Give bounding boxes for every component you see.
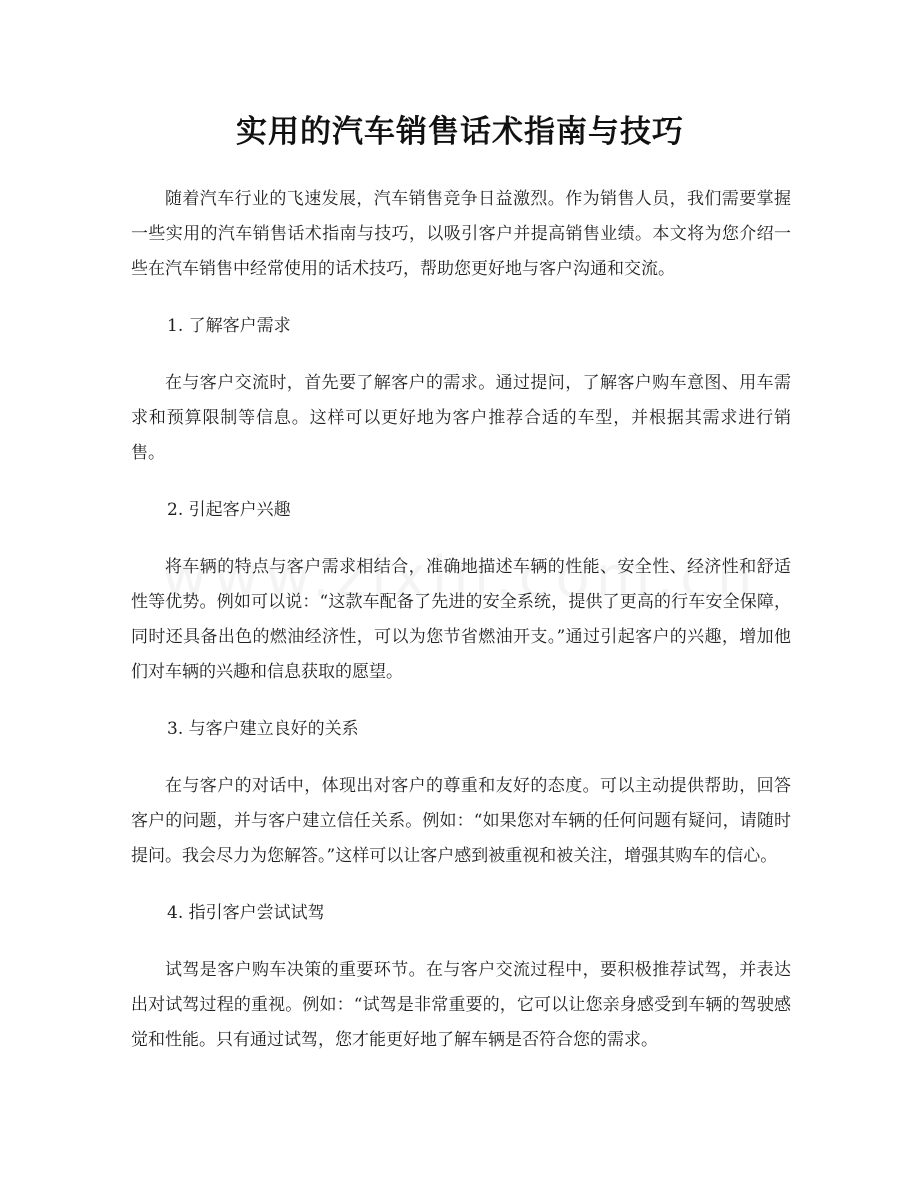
section-paragraph-1: 在与客户交流时，首先要了解客户的需求。通过提问，了解客户购车意图、用车需求和预算限制等信息。这样可以更好地为客户推荐合适的车型，并根据其需求进行销售。 — [131, 373, 791, 463]
section-heading-4: 4. 指引客户尝试试驾 — [167, 903, 325, 923]
section-paragraph-3: 在与客户的对话中，体现出对客户的尊重和友好的态度。可以主动提供帮助，回答客户的问题，并与客户建立信任关系。例如：“如果您对车辆的任何问题有疑问，请随时提问。我会尽力为您解答。”这样可以让客户感到被重视和被关注，增强其购车的信心。 — [131, 776, 791, 866]
section-paragraph-2: 将车辆的特点与客户需求相结合，准确地描述车辆的性能、安全性、经济性和舒适性等优势。例如可以说：“这款车配备了先进的安全系统，提供了更高的行车安全保障，同时还具备出色的燃油经济性，可以为您节省燃油开支。”通过引起客户的兴趣，增加他们对车辆的兴趣和信息获取的愿望。 — [131, 557, 791, 682]
document-title: 实用的汽车销售话术指南与技巧 — [236, 114, 684, 150]
section-heading-3: 3. 与客户建立良好的关系 — [167, 719, 359, 739]
intro-paragraph: 随着汽车行业的飞速发展，汽车销售竞争日益激烈。作为销售人员，我们需要掌握一些实用的汽车销售话术指南与技巧，以吸引客户并提高销售业绩。本文将为您介绍一些在汽车销售中经常使用的话术技巧，帮助您更好地与客户沟通和交流。 — [131, 189, 791, 279]
document-body — [131, 182, 791, 1080]
section-heading-2: 2. 引起客户兴趣 — [167, 500, 291, 520]
section-paragraph-4: 试驾是客户购车决策的重要环节。在与客户交流过程中，要积极推荐试驾，并表达出对试驾过程的重视。例如：“试驾是非常重要的，它可以让您亲身感受到车辆的驾驶感觉和性能。只有通过试驾，您才能更好地了解车辆是否符合您的需求。 — [131, 960, 791, 1050]
section-heading-1: 1. 了解客户需求 — [167, 316, 291, 336]
